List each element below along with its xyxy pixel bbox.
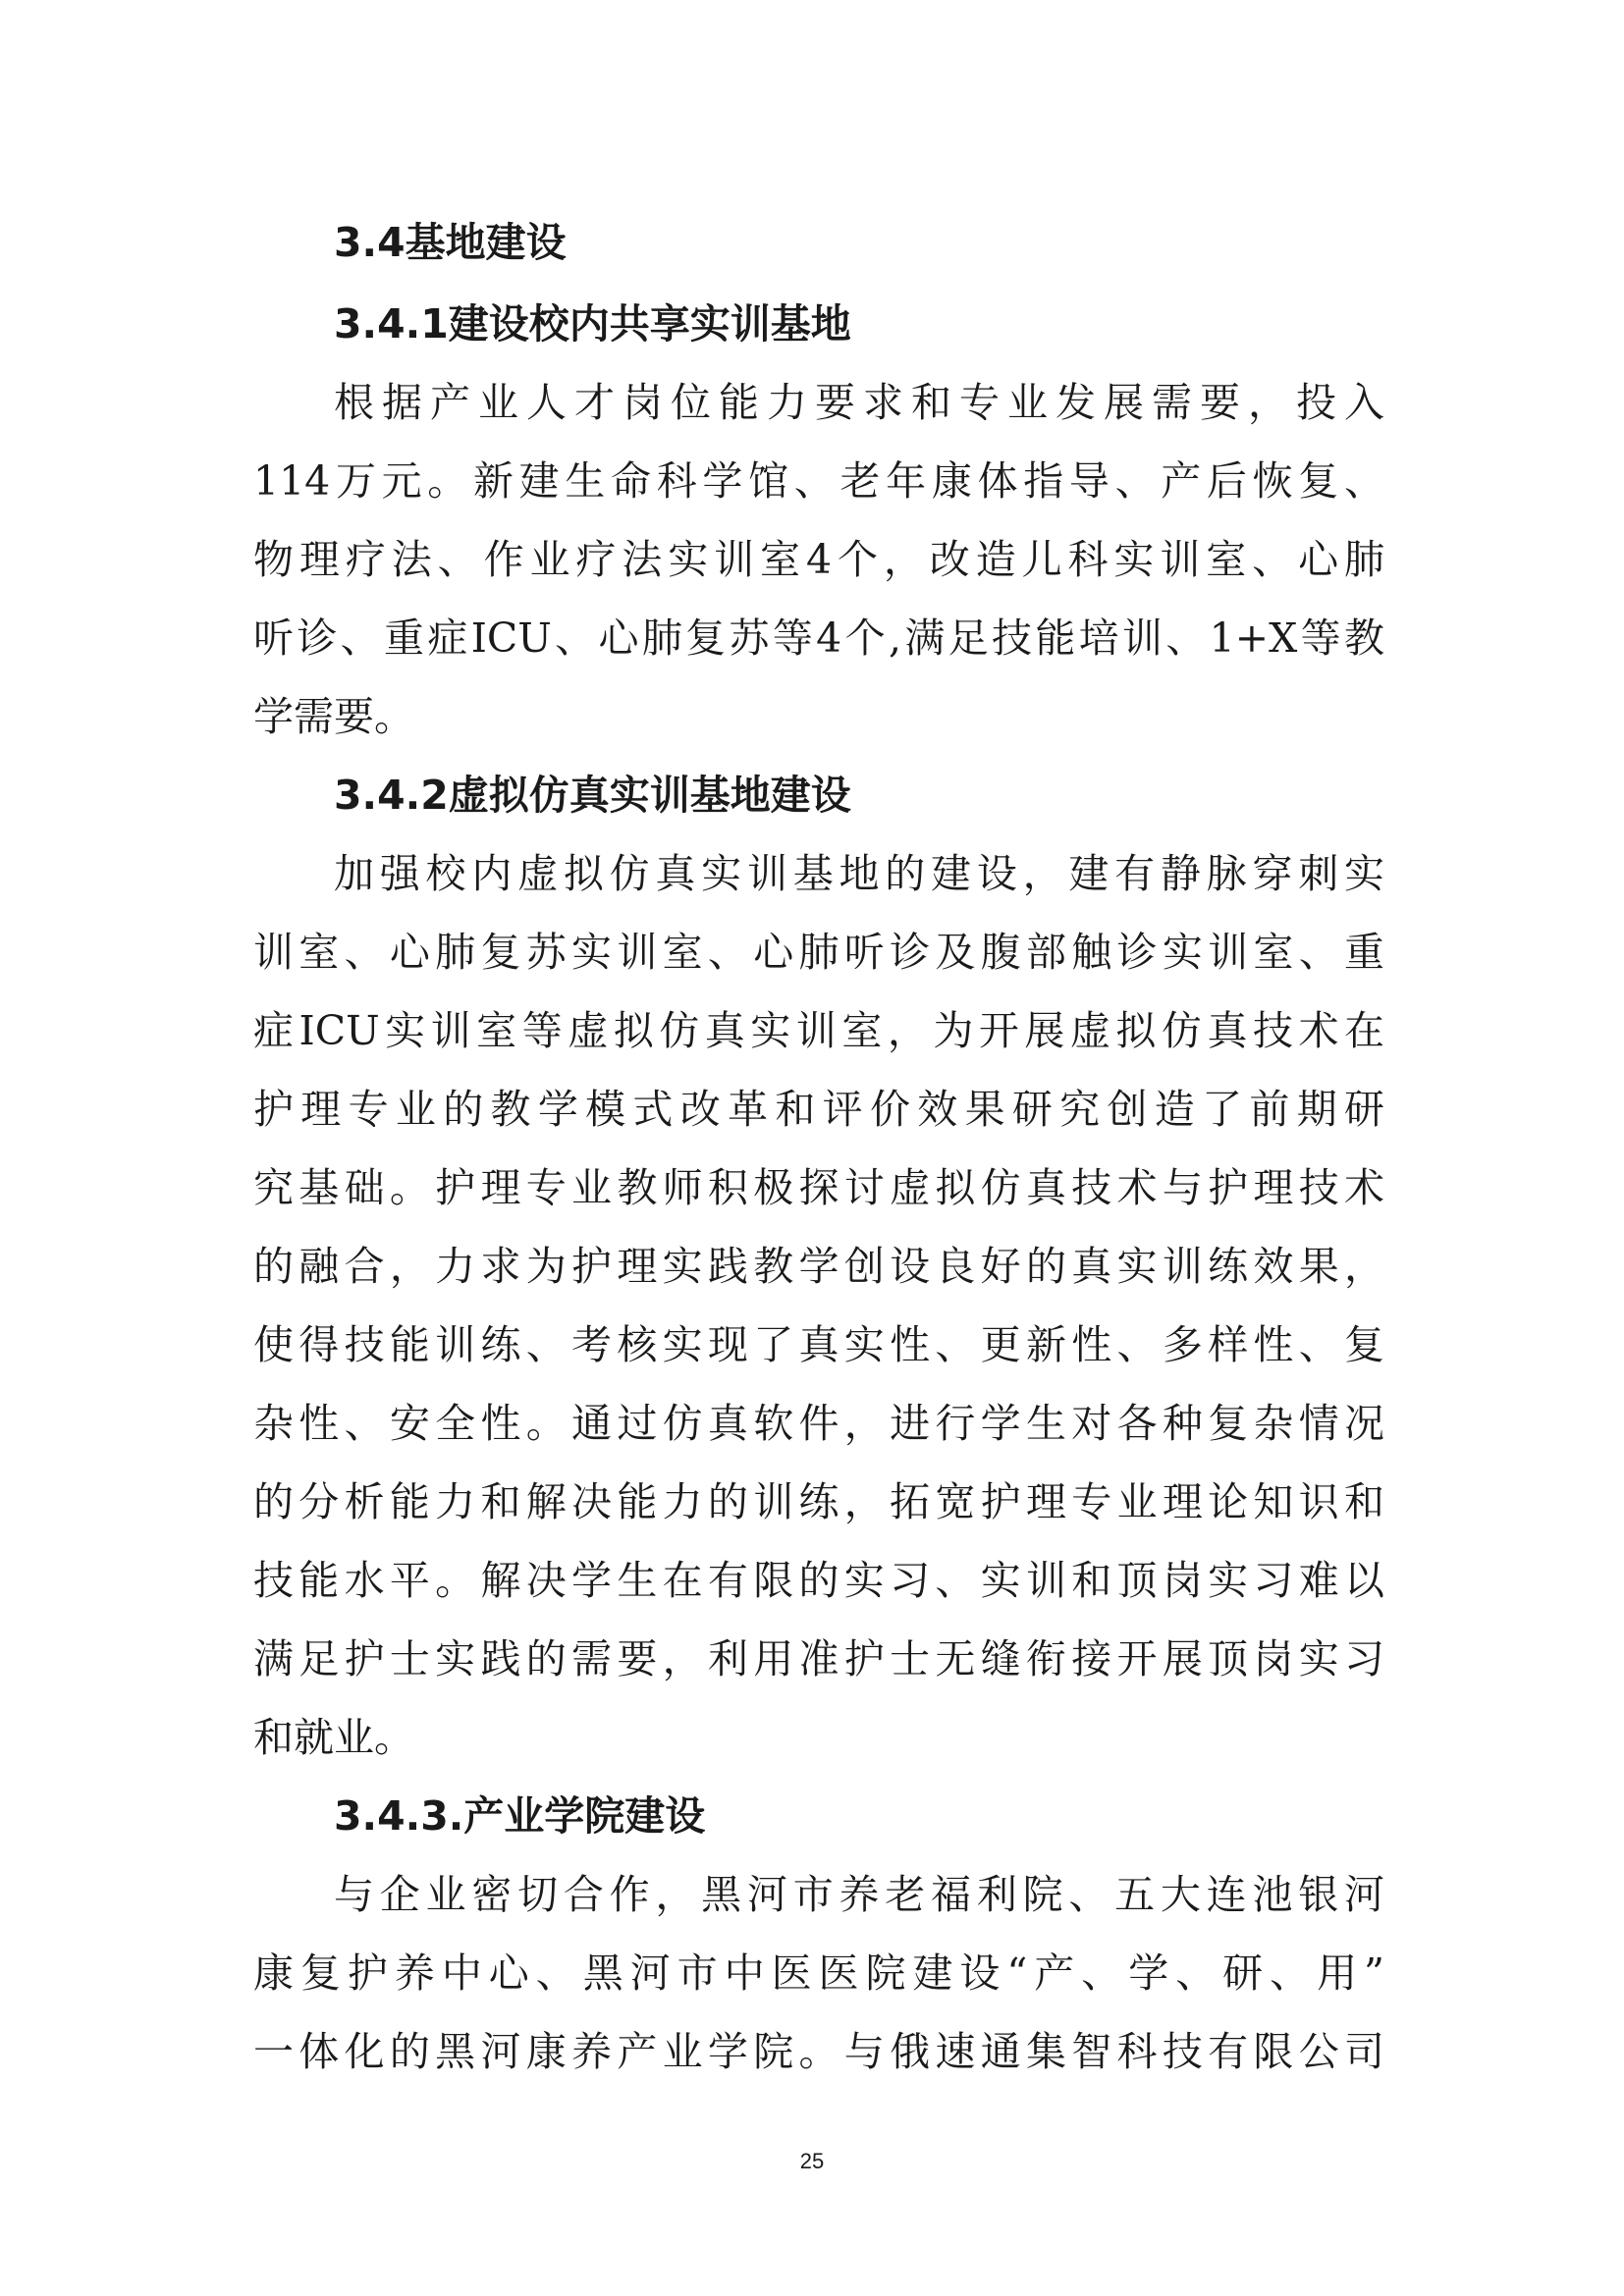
paragraph-line: 加强校内虚拟仿真实训基地的建设，建有静脉穿刺实 — [334, 850, 1384, 897]
paragraph-line: 与企业密切合作，黑河市养老福利院、五大连池银河 — [334, 1871, 1384, 1918]
paragraph-line: 究基础。护理专业教师积极探讨虚拟仿真技术与护理技术 — [253, 1164, 1384, 1211]
paragraph-line: 根据产业人才岗位能力要求和专业发展需要，投入 — [334, 379, 1384, 426]
page-number: 25 — [799, 2149, 825, 2173]
paragraph-line: 满足护士实践的需要，利用准护士无缝衔接开展顶岗实习 — [253, 1635, 1384, 1682]
paragraph-line: 症ICU实训室等虚拟仿真实训室，为开展虚拟仿真技术在 — [253, 1007, 1384, 1054]
paragraph-line: 听诊、重症ICU、心肺复苏等4个,满足技能培训、1+X等教 — [253, 614, 1384, 662]
section-heading-3-4-1: 3.4.1建设校内共享实训基地 — [334, 300, 851, 347]
paragraph-line: 学需要。 — [253, 693, 414, 740]
paragraph-line: 的融合，力求为护理实践教学创设良好的真实训练效果， — [253, 1243, 1384, 1290]
paragraph-line: 护理专业的教学模式改革和评价效果研究创造了前期研 — [253, 1086, 1384, 1133]
section-heading-3-4-3: 3.4.3.产业学院建设 — [334, 1792, 706, 1840]
paragraph-line: 杂性、安全性。通过仿真软件，进行学生对各种复杂情况 — [253, 1400, 1384, 1447]
section-heading-3-4-2: 3.4.2虚拟仿真实训基地建设 — [334, 772, 851, 819]
paragraph-line: 114万元。新建生命科学馆、老年康体指导、产后恢复、 — [253, 457, 1384, 505]
paragraph-line: 的分析能力和解决能力的训练，拓宽护理专业理论知识和 — [253, 1478, 1384, 1525]
paragraph-line: 训室、心肺复苏实训室、心肺听诊及腹部触诊实训室、重 — [253, 929, 1384, 976]
paragraph-line: 康复护养中心、黑河市中医医院建设“产、学、研、用” — [253, 1949, 1384, 1997]
paragraph-line: 技能水平。解决学生在有限的实习、实训和顶岗实习难以 — [253, 1557, 1384, 1604]
paragraph-line: 使得技能训练、考核实现了真实性、更新性、多样性、复 — [253, 1321, 1384, 1368]
paragraph-line: 物理疗法、作业疗法实训室4个，改造儿科实训室、心肺 — [253, 536, 1384, 583]
section-heading-3-4: 3.4基地建设 — [334, 219, 567, 266]
paragraph-line: 一体化的黑河康养产业学院。与俄速通集智科技有限公司 — [253, 2028, 1384, 2075]
paragraph-line: 和就业。 — [253, 1714, 414, 1761]
